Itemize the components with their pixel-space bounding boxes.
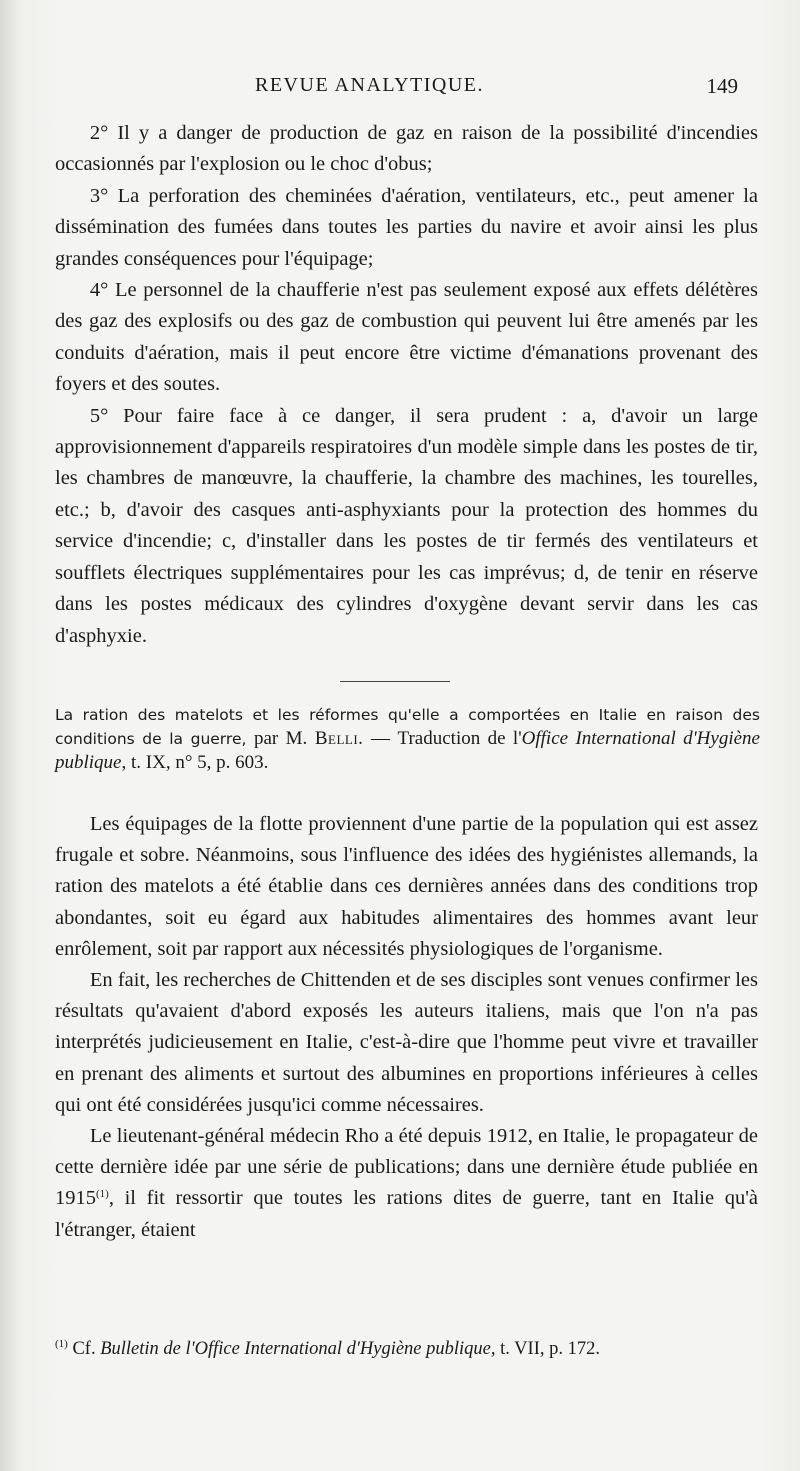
page-header — [255, 74, 738, 104]
article-source: Office International d'Hygiène publique — [55, 728, 760, 773]
footnote-marker: (1) — [55, 1338, 68, 1350]
page-number: 149 — [706, 74, 738, 98]
footnote-cf: Cf. — [72, 1339, 96, 1359]
paragraph-2: 2° Il y a danger de production de gaz en raison de la possibilité d'incendies occasionnés par l'explosion ou le choc d'obus; — [55, 122, 758, 176]
body-paragraph-2: En fait, les recherches de Chittenden et de ses disciples sont venues confirmer les résultats qu'avaient d'abord exposés les auteurs italiens, mais que l'on n'a pas interprétés judicieusement en Italie, c'est-à-dire que l'homme peut vivre et travailler en prenant des aliments et surtout des albumines en proportions inférieures à celles qui ont été considérées jusqu'ici comme nécessaires. — [55, 969, 758, 1116]
article-citation: , t. IX, n° 5, p. 603. — [121, 752, 269, 773]
article-by: par M. — [253, 728, 308, 749]
article-body — [55, 809, 758, 1246]
article-translation: Traduction de l' — [397, 728, 522, 749]
footnote-title: Bulletin de l'Office International d'Hygiène publique — [100, 1339, 491, 1359]
paragraph-4: 4° Le personnel de la chaufferie n'est pas seulement exposé aux effets délétères des gaz des explosifs ou des gaz de combustion qui peuvent lui être amenés par les conduits d'aération, mais il peut encore être victime d'émanations provenant des foyers et des soutes. — [55, 279, 758, 396]
article-title-block — [55, 703, 760, 775]
body-paragraph-1: Les équipages de la flotte proviennent d'une partie de la population qui est assez frugale et sobre. Néanmoins, sous l'influence des idées des hygiénistes allemands, la ration des matelots a été établie dans ces dernières années dans des conditions trop abondantes, soit eu égard aux habitudes alimentaires des hommes avant leur enrôlement, soit par rapport aux nécessités physiologiques de l'organisme. — [55, 813, 758, 960]
body-paragraph-3-rest: , il fit ressortir que toutes les rations dites de guerre, tant en Italie qu'à l'étranger, étaient — [55, 1187, 758, 1241]
body-paragraph-3 — [55, 1121, 758, 1246]
article-dash: — — [370, 728, 390, 749]
running-head: REVUE ANALYTIQUE. — [255, 74, 485, 96]
first-section — [55, 118, 758, 652]
body-paragraph-3-text: Le lieutenant-général médecin Rho a été depuis 1912, en Italie, le propagateur de cette dernière idée par une série de publications; dans une dernière étude publiée en 1915 — [55, 1125, 758, 1210]
article-author: Belli. — [314, 728, 364, 749]
article-title: La ration des matelots et les réformes qu'elle a comportées en Italie en raison des conditions de la guerre, — [55, 706, 760, 748]
section-divider — [340, 681, 450, 682]
footnote — [55, 1336, 760, 1362]
paragraph-5: 5° Pour faire face à ce danger, il sera prudent : a, d'avoir un large approvisionnement d'appareils respiratoires d'un modèle simple dans les postes de tir, les chambres de manœuvre, la chaufferie, la chambre des machines, les tourelles, etc.; b, d'avoir des casques anti-asphyxiants pour la protection des hommes du service d'incendie; c, d'installer dans les postes de tir fermés des ventilateurs et soufflets électriques supplémentaires pour les cas imprévus; d, de tenir en réserve dans les postes médicaux des cylindres d'oxygène devant servir dans les cas d'asphyxie. — [55, 404, 758, 647]
footnote-ref[interactable]: (1) — [96, 1188, 109, 1201]
paragraph-3: 3° La perforation des cheminées d'aération, ventilateurs, etc., peut amener la dissémination des fumées dans toutes les parties du navire et avoir ainsi les plus grandes conséquences pour l'équipage; — [55, 184, 758, 270]
footnote-rest: , t. VII, p. 172. — [490, 1339, 600, 1359]
